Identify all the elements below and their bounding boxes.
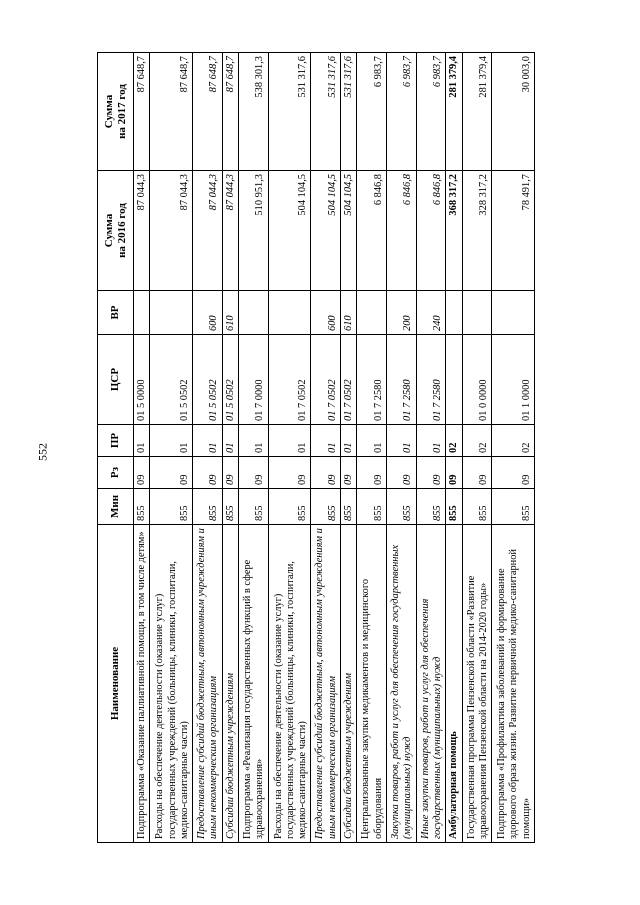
row-vr: 600 <box>193 291 223 335</box>
row-pr: 01 <box>311 425 341 457</box>
row-csr: 01 7 2580 <box>386 335 416 425</box>
row-min: 855 <box>193 489 223 525</box>
row-sum-2017: 531 317,6 <box>311 53 341 171</box>
row-sum-2016: 87 044,3 <box>150 171 193 291</box>
row-sum-2016: 504 104,5 <box>311 171 341 291</box>
table-row <box>357 53 387 843</box>
table-row <box>416 53 446 843</box>
row-sum-2016: 87 044,3 <box>222 171 238 291</box>
row-vr: 240 <box>416 291 446 335</box>
row-csr <box>446 335 462 425</box>
table-row <box>492 53 535 843</box>
row-name: Государственная программа Пензенской области «Развитие здравоохранения Пензенской области на 2014-2020 годы» <box>462 525 492 843</box>
row-name: Амбулаторная помощь <box>446 525 462 843</box>
row-vr <box>239 291 269 335</box>
row-name: Субсидии бюджетным учреждениям <box>222 525 238 843</box>
row-sum-2016: 504 104,5 <box>341 171 357 291</box>
row-min: 855 <box>357 489 387 525</box>
row-pr: 02 <box>492 425 535 457</box>
table-row <box>386 53 416 843</box>
row-pr: 01 <box>386 425 416 457</box>
row-min: 855 <box>492 489 535 525</box>
table-row <box>311 53 341 843</box>
row-rz: 09 <box>357 457 387 489</box>
header-rz: Рз <box>98 457 134 489</box>
row-sum-2017: 87 648,7 <box>193 53 223 171</box>
table-row <box>268 53 311 843</box>
header-sum-2017-line2: на 2017 год <box>115 84 128 139</box>
header-csr: ЦСР <box>98 335 134 425</box>
row-rz: 09 <box>462 457 492 489</box>
row-pr: 01 <box>150 425 193 457</box>
row-min: 855 <box>446 489 462 525</box>
row-min: 855 <box>134 489 150 525</box>
row-rz: 09 <box>134 457 150 489</box>
row-sum-2016: 368 317,2 <box>446 171 462 291</box>
table-row <box>446 53 462 843</box>
row-sum-2017: 281 379,4 <box>446 53 462 171</box>
row-pr: 01 <box>357 425 387 457</box>
row-min: 855 <box>222 489 238 525</box>
row-sum-2017: 6 983,7 <box>416 53 446 171</box>
row-csr: 01 7 0502 <box>268 335 311 425</box>
row-sum-2017: 87 648,7 <box>150 53 193 171</box>
row-name: Предоставление субсидий бюджетным, автономным учреждениям и иным некоммерческим организациям <box>311 525 341 843</box>
row-name: Предоставление субсидий бюджетным, автономным учреждениям и иным некоммерческим организациям <box>193 525 223 843</box>
row-vr <box>492 291 535 335</box>
table-row <box>150 53 193 843</box>
row-rz: 09 <box>492 457 535 489</box>
row-rz: 09 <box>150 457 193 489</box>
row-vr <box>150 291 193 335</box>
row-sum-2017: 87 648,7 <box>222 53 238 171</box>
row-csr: 01 7 2580 <box>416 335 446 425</box>
row-name: Подпрограмма «Оказание паллиативной помощи, в том числе детям» <box>134 525 150 843</box>
row-pr: 02 <box>462 425 492 457</box>
row-pr: 01 <box>134 425 150 457</box>
row-rz: 09 <box>268 457 311 489</box>
row-csr: 01 1 0000 <box>492 335 535 425</box>
row-sum-2016: 87 044,3 <box>134 171 150 291</box>
header-sum-2016-line1: Сумма <box>102 213 115 248</box>
row-min: 855 <box>311 489 341 525</box>
row-sum-2017: 87 648,7 <box>134 53 150 171</box>
row-csr: 01 5 0502 <box>150 335 193 425</box>
row-min: 855 <box>386 489 416 525</box>
table-row <box>134 53 150 843</box>
header-name: Наименование <box>98 525 134 843</box>
row-rz: 09 <box>311 457 341 489</box>
row-min: 855 <box>341 489 357 525</box>
row-sum-2017: 531 317,6 <box>268 53 311 171</box>
row-sum-2017: 6 983,7 <box>386 53 416 171</box>
row-csr: 01 7 0502 <box>311 335 341 425</box>
header-pr: ПР <box>98 425 134 457</box>
row-rz: 09 <box>341 457 357 489</box>
table-row <box>341 53 357 843</box>
row-sum-2017: 538 301,3 <box>239 53 269 171</box>
table-row <box>222 53 238 843</box>
row-sum-2017: 531 317,6 <box>341 53 357 171</box>
row-vr <box>134 291 150 335</box>
row-sum-2016: 78 491,7 <box>492 171 535 291</box>
row-rz: 09 <box>416 457 446 489</box>
table-row <box>193 53 223 843</box>
row-vr: 610 <box>222 291 238 335</box>
row-vr: 200 <box>386 291 416 335</box>
row-pr: 01 <box>341 425 357 457</box>
header-vr: ВР <box>98 291 134 335</box>
row-rz: 09 <box>193 457 223 489</box>
row-sum-2016: 87 044,3 <box>193 171 223 291</box>
row-csr: 01 5 0000 <box>134 335 150 425</box>
rotated-table-container <box>97 53 535 843</box>
header-sum-2017-line1: Сумма <box>102 94 115 129</box>
row-sum-2017: 30 003,0 <box>492 53 535 171</box>
row-name: Расходы на обеспечение деятельности (оказание услуг) государственных учреждений (больницы, клиники, госпитали, медико-санитарные части) <box>268 525 311 843</box>
table-row <box>462 53 492 843</box>
row-csr: 01 5 0502 <box>193 335 223 425</box>
row-min: 855 <box>150 489 193 525</box>
row-vr <box>268 291 311 335</box>
row-name: Закупка товаров, работ и услуг для обеспечения государственных (муниципальных) нужд <box>386 525 416 843</box>
row-name: Централизованные закупки медикаментов и медицинского оборудования <box>357 525 387 843</box>
row-name: Иные закупки товаров, работ и услуг для обеспечения государственных (муниципальных) нужд <box>416 525 446 843</box>
row-pr: 02 <box>446 425 462 457</box>
row-name: Субсидии бюджетным учреждениям <box>341 525 357 843</box>
row-csr: 01 7 0000 <box>239 335 269 425</box>
row-sum-2016: 6 846,8 <box>416 171 446 291</box>
row-pr: 01 <box>416 425 446 457</box>
table-header-row <box>98 53 134 843</box>
header-sum-2016 <box>98 171 134 291</box>
row-sum-2017: 281 379,4 <box>462 53 492 171</box>
row-min: 855 <box>416 489 446 525</box>
row-csr: 01 5 0502 <box>222 335 238 425</box>
row-csr: 01 7 0502 <box>341 335 357 425</box>
row-vr <box>357 291 387 335</box>
row-vr: 610 <box>341 291 357 335</box>
page-number: 552 <box>35 443 50 461</box>
row-sum-2016: 510 951,3 <box>239 171 269 291</box>
row-csr: 01 0 0000 <box>462 335 492 425</box>
row-csr: 01 7 2580 <box>357 335 387 425</box>
row-sum-2016: 6 846,8 <box>386 171 416 291</box>
table-row <box>239 53 269 843</box>
row-vr <box>446 291 462 335</box>
row-rz: 09 <box>446 457 462 489</box>
row-rz: 09 <box>239 457 269 489</box>
row-sum-2016: 504 104,5 <box>268 171 311 291</box>
header-sum-2016-line2: на 2016 год <box>115 203 128 258</box>
row-rz: 09 <box>386 457 416 489</box>
row-sum-2016: 328 317,2 <box>462 171 492 291</box>
row-min: 855 <box>268 489 311 525</box>
row-name: Подпрограмма «Реализация государственных функций в сфере здравоохранения» <box>239 525 269 843</box>
header-sum-2017 <box>98 53 134 171</box>
row-vr <box>462 291 492 335</box>
header-min: Мин <box>98 489 134 525</box>
row-pr: 01 <box>268 425 311 457</box>
row-min: 855 <box>239 489 269 525</box>
row-vr: 600 <box>311 291 341 335</box>
row-name: Подпрограмма «Профилактика заболеваний и формирование здорового образа жизни. Развитие первичной медико-санитарной помощи» <box>492 525 535 843</box>
row-sum-2017: 6 983,7 <box>357 53 387 171</box>
row-pr: 01 <box>193 425 223 457</box>
budget-table <box>97 52 535 843</box>
row-sum-2016: 6 846,8 <box>357 171 387 291</box>
row-rz: 09 <box>222 457 238 489</box>
row-name: Расходы на обеспечение деятельности (оказание услуг) государственных учреждений (больницы, клиники, госпитали, медико-санитарные части) <box>150 525 193 843</box>
row-pr: 01 <box>239 425 269 457</box>
row-pr: 01 <box>222 425 238 457</box>
row-min: 855 <box>462 489 492 525</box>
